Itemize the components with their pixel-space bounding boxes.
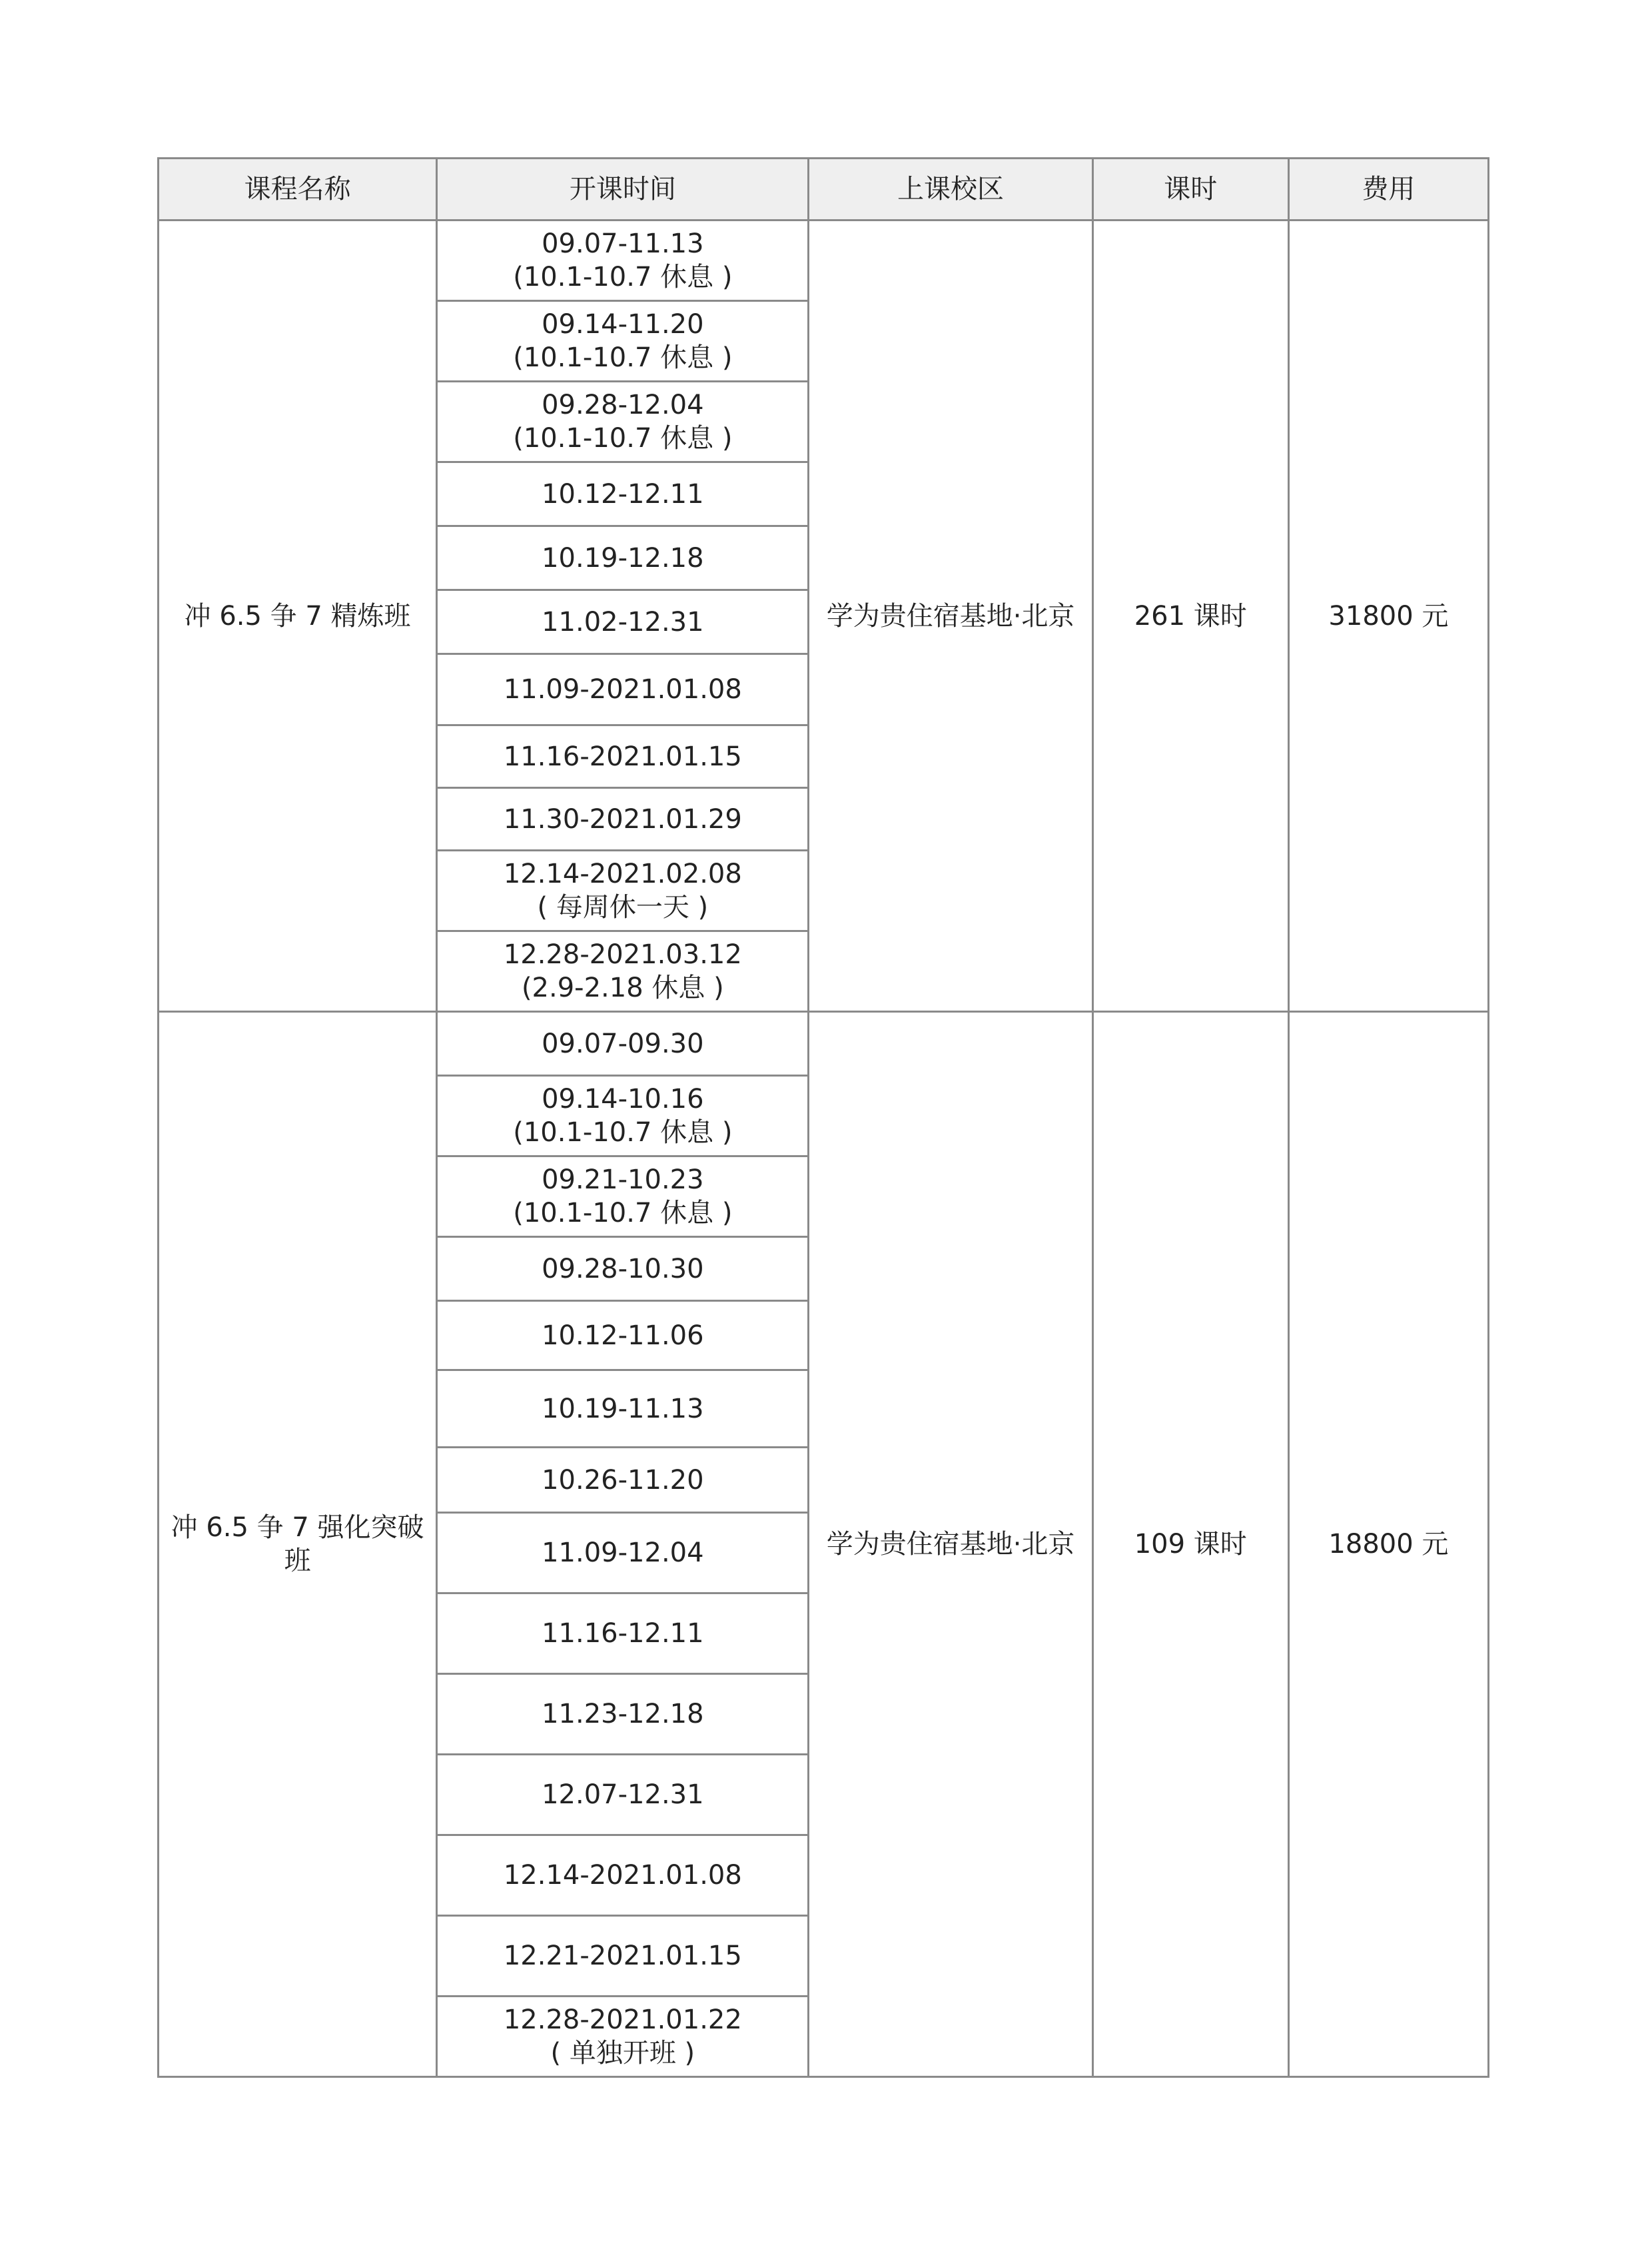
session-date-cell (437, 1916, 809, 1997)
session-dates: 12.14-2021.02.08 (503, 859, 742, 889)
session-date-cell (437, 931, 809, 1012)
session-dates: 12.14-2021.01.08 (503, 1860, 742, 1891)
session-note: ( 每周休一天 ) (537, 892, 709, 923)
session-date-cell (437, 590, 809, 654)
session-note: (2.9-2.18 休息 ) (521, 973, 724, 1003)
class-hours-cell: 109 课时 (1092, 1012, 1288, 2077)
session-date-cell (437, 1593, 809, 1674)
session-dates: 11.30-2021.01.29 (503, 803, 742, 835)
session-note: (10.1-10.7 休息 ) (513, 423, 733, 454)
fee-cell: 18800 元 (1288, 1012, 1488, 2077)
session-date-cell (437, 725, 809, 788)
table-body (159, 221, 1489, 2077)
session-note: (10.1-10.7 休息 ) (513, 1117, 733, 1148)
session-dates: 11.09-2021.01.08 (503, 674, 742, 705)
session-date-cell (437, 788, 809, 851)
session-date-cell (437, 221, 809, 301)
session-date-cell (437, 1755, 809, 1835)
session-date-cell (437, 1835, 809, 1916)
course-name-cell: 冲 6.5 争 7 强化突破班 (159, 1012, 437, 2077)
session-note: ( 单独开班 ) (550, 2038, 695, 2068)
session-dates: 12.28-2021.03.12 (503, 939, 742, 970)
header-row (159, 159, 1489, 221)
session-dates: 11.23-12.18 (542, 1699, 704, 1729)
session-date-cell (437, 1076, 809, 1156)
header-course-name: 课程名称 (159, 159, 437, 221)
session-date-cell (437, 1448, 809, 1513)
session-dates: 09.28-10.30 (542, 1253, 704, 1284)
class-hours-cell: 261 课时 (1092, 221, 1288, 1012)
campus-cell: 学为贵住宿基地·北京 (809, 221, 1092, 1012)
fee-cell: 31800 元 (1288, 221, 1488, 1012)
session-date-cell (437, 301, 809, 382)
campus-cell: 学为贵住宿基地·北京 (809, 1012, 1092, 2077)
table-row (159, 221, 1489, 301)
session-dates: 10.19-12.18 (542, 542, 704, 574)
session-date-cell (437, 1997, 809, 2077)
session-dates: 11.09-12.04 (542, 1538, 704, 1568)
session-dates: 10.12-12.11 (542, 478, 704, 510)
session-dates: 12.28-2021.01.22 (503, 2005, 742, 2035)
session-note: (10.1-10.7 休息 ) (513, 342, 733, 373)
session-dates: 12.21-2021.01.15 (503, 1941, 742, 1971)
session-date-cell (437, 1156, 809, 1237)
table-row (159, 1012, 1489, 1076)
session-date-cell (437, 1513, 809, 1593)
header-start-time: 开课时间 (437, 159, 809, 221)
session-date-cell (437, 1237, 809, 1301)
session-dates: 10.26-11.20 (542, 1464, 704, 1496)
session-dates: 11.16-12.11 (542, 1618, 704, 1649)
session-date-cell (437, 1674, 809, 1755)
session-date-cell (437, 1370, 809, 1448)
session-date-cell (437, 1301, 809, 1370)
session-dates: 09.07-11.13 (542, 228, 704, 259)
session-dates: 10.19-11.13 (542, 1393, 704, 1424)
session-date-cell (437, 1012, 809, 1076)
session-date-cell (437, 654, 809, 725)
session-dates: 09.07-09.30 (542, 1028, 704, 1059)
session-note: (10.1-10.7 休息 ) (513, 262, 733, 292)
session-dates: 09.14-10.16 (542, 1084, 704, 1115)
session-note: (10.1-10.7 休息 ) (513, 1198, 733, 1228)
session-dates: 09.28-12.04 (542, 390, 704, 420)
session-date-cell (437, 382, 809, 462)
session-date-cell (437, 462, 809, 526)
session-dates: 10.12-11.06 (542, 1320, 704, 1351)
table-header (159, 159, 1489, 221)
header-campus: 上课校区 (809, 159, 1092, 221)
session-dates: 11.02-12.31 (542, 606, 704, 638)
header-class-hours: 课时 (1092, 159, 1288, 221)
session-dates: 09.14-11.20 (542, 309, 704, 340)
session-date-cell (437, 526, 809, 590)
session-dates: 09.21-10.23 (542, 1164, 704, 1195)
session-date-cell (437, 851, 809, 931)
session-dates: 12.07-12.31 (542, 1779, 704, 1810)
course-name-cell: 冲 6.5 争 7 精炼班 (159, 221, 437, 1012)
header-fee: 费用 (1288, 159, 1488, 221)
course-schedule-table (157, 157, 1489, 2078)
session-dates: 11.16-2021.01.15 (503, 741, 742, 772)
